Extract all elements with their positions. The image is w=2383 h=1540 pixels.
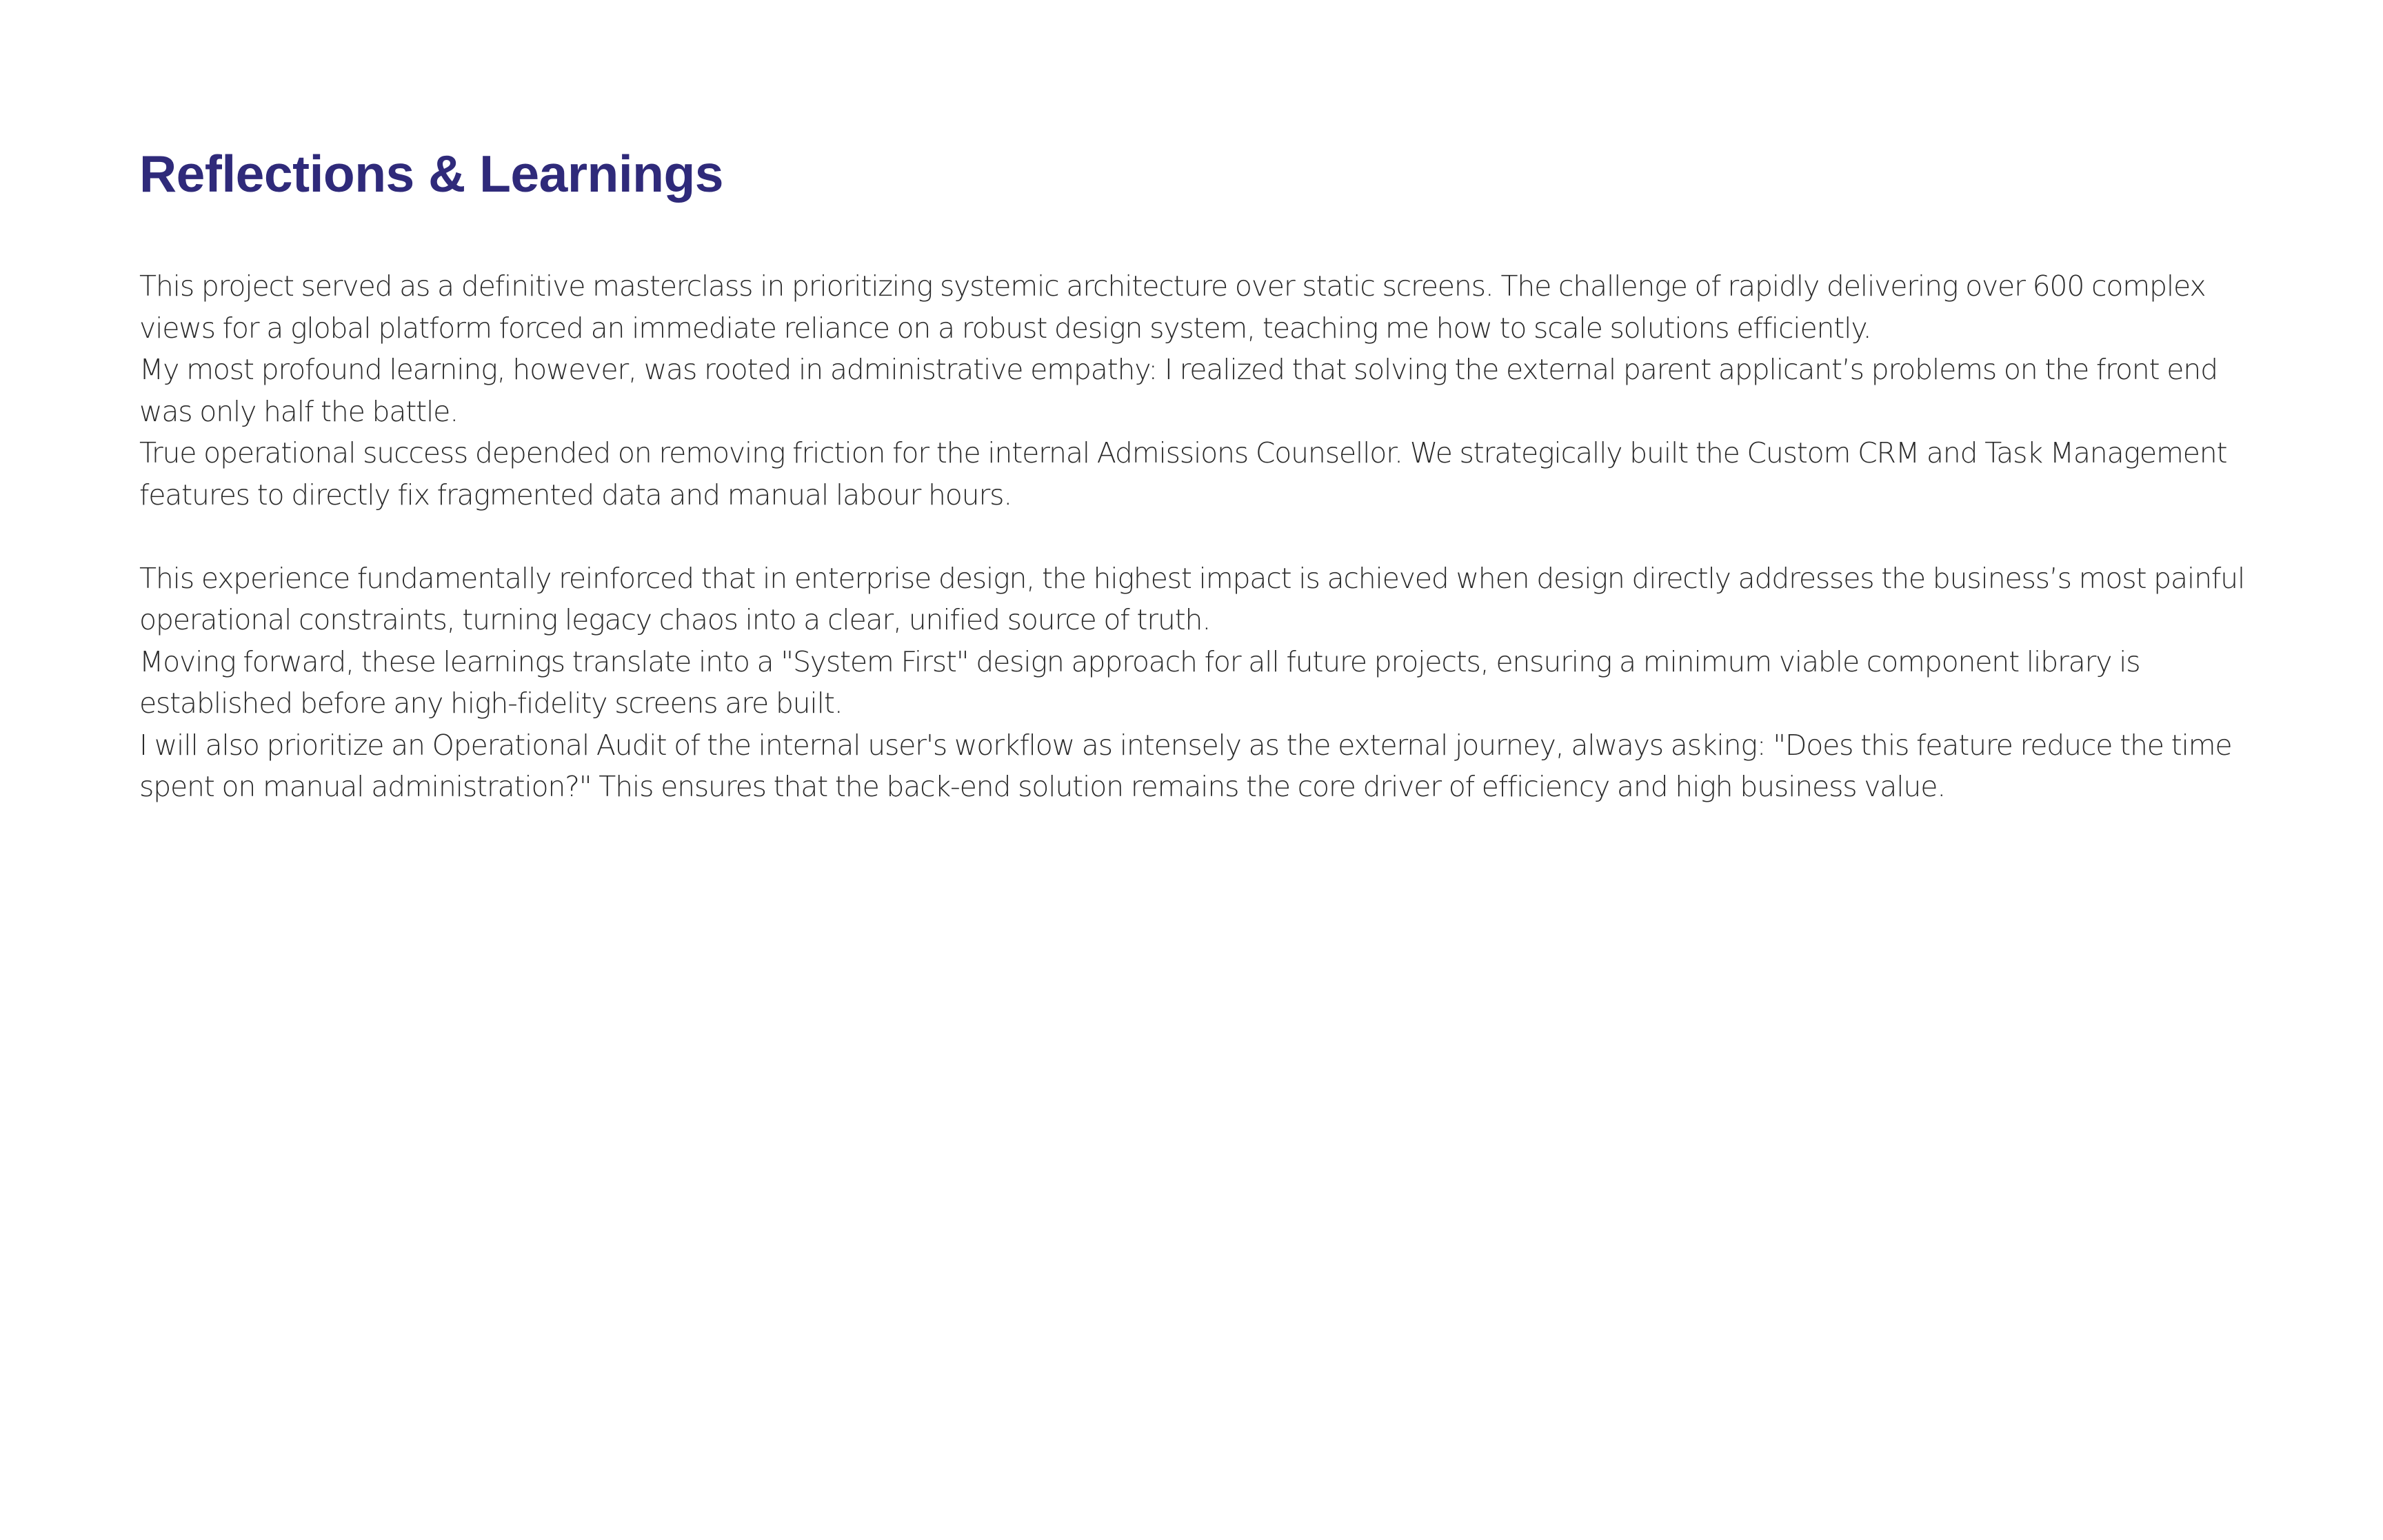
paragraph-empathy: My most profound learning, however, was rooted in administrative empathy: I realized that solving the external parent applicant’s problems on the front end was only half the battle. — [139, 353, 2218, 428]
paragraph-operational-success: True operational success depended on removing friction for the internal Admissions Counsellor. We strategically built the Custom CRM and Task Management features to directly fix fragmented data and manual labour hours. — [139, 436, 2227, 511]
page-title: Reflections & Learnings — [139, 145, 724, 203]
paragraph-system-first: Moving forward, these learnings translate into a "System First" design approach for all future projects, ensuring a minimum viable component library is established before any high-fidelity screens are built. — [139, 645, 2140, 720]
paragraph-masterclass: This project served as a definitive masterclass in prioritizing systemic architecture over static screens. The challenge of rapidly delivering over 600 complex views for a global platform forced an immediate reliance on a robust design system, teaching me how to scale solutions efficiently. — [139, 270, 2206, 345]
paragraph-enterprise-impact: This experience fundamentally reinforced that in enterprise design, the highest impact is achieved when design directly addresses the business’s most painful operational constraints, turning legacy chaos into a clear, unified source of truth. — [139, 561, 2245, 636]
paragraph-spacer — [139, 516, 2277, 558]
body-text — [139, 265, 2277, 808]
paragraph-operational-audit: I will also prioritize an Operational Audit of the internal user's workflow as intensely as the external journey, always asking: "Does this feature reduce the time spent on manual administration?" This ensures that the back-end solution remains the core driver of efficiency and high business value. — [139, 728, 2232, 803]
